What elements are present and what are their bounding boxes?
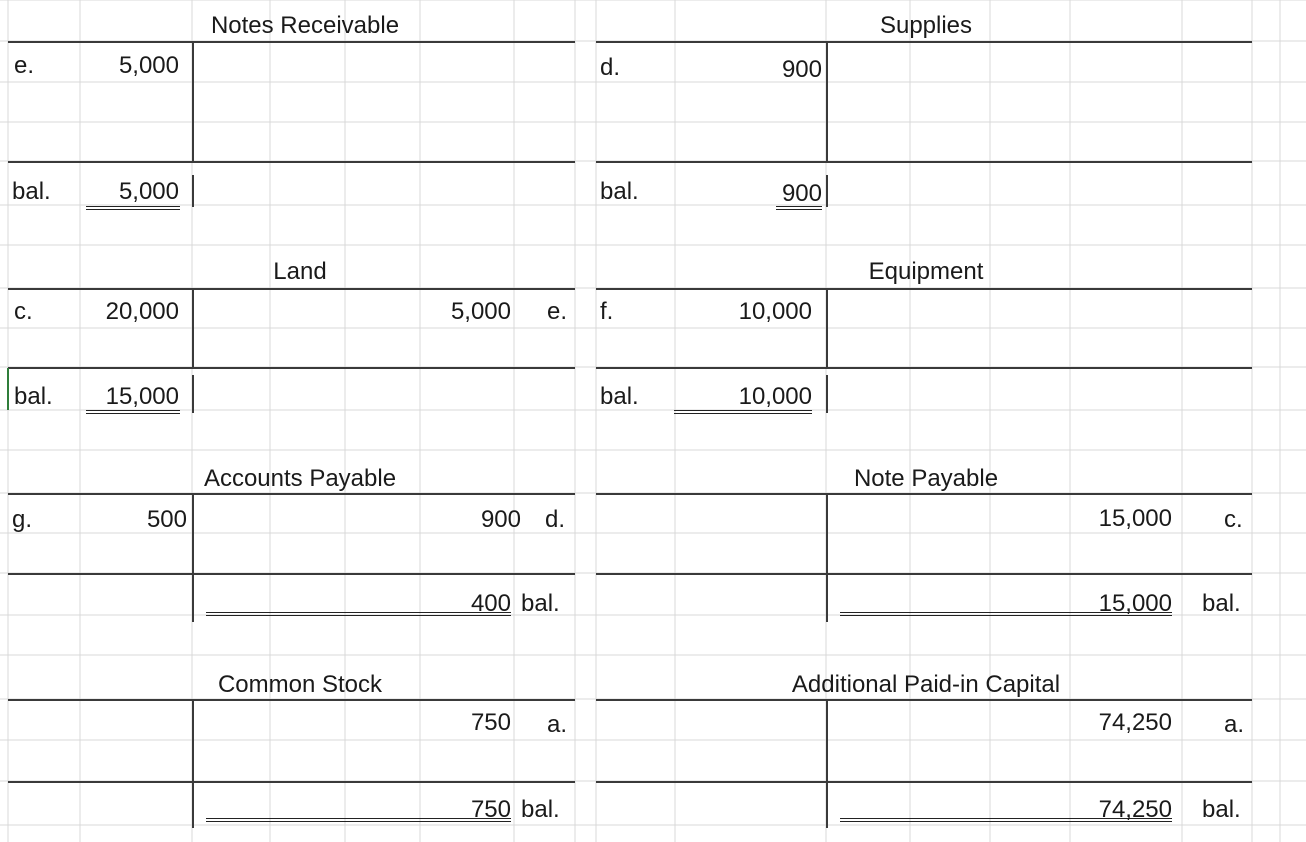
balance-rule	[8, 367, 575, 369]
balance-rule	[8, 781, 575, 783]
balance-amount: 5,000	[118, 178, 179, 205]
credit-ref: e.	[547, 298, 568, 325]
t-divider	[826, 289, 828, 368]
credit-ref: c.	[1224, 506, 1243, 533]
debit-amount: 500	[146, 506, 187, 533]
balance-amount: 900	[781, 180, 822, 207]
debit-amount: 900	[781, 56, 822, 83]
balance-divider	[826, 782, 828, 828]
t-top-rule	[8, 41, 575, 43]
account-title: Additional Paid-in Capital	[791, 671, 1061, 698]
account-title: Equipment	[868, 258, 984, 285]
account-title: Common Stock	[217, 671, 383, 698]
t-divider	[192, 700, 194, 782]
debit-ref: g.	[12, 506, 33, 533]
balance-label: bal.	[521, 796, 560, 823]
balance-divider	[826, 574, 828, 622]
double-underline	[776, 209, 822, 210]
balance-label: bal.	[14, 383, 53, 410]
balance-amount: 15,000	[1098, 590, 1172, 617]
t-top-rule	[596, 288, 1252, 290]
debit-amount: 5,000	[118, 52, 179, 79]
t-top-rule	[596, 493, 1252, 495]
account-title: Land	[273, 258, 327, 285]
account-title: Accounts Payable	[203, 465, 397, 492]
balance-divider	[192, 175, 194, 207]
account-title: Notes Receivable	[210, 12, 400, 39]
account-title: Supplies	[879, 12, 973, 39]
t-top-rule	[596, 699, 1252, 701]
credit-amount: 74,250	[1098, 709, 1172, 736]
balance-rule	[596, 573, 1252, 575]
debit-ref: c.	[14, 298, 33, 325]
balance-amount: 10,000	[738, 383, 812, 410]
double-underline	[86, 413, 180, 414]
balance-divider	[192, 782, 194, 828]
t-divider	[826, 700, 828, 782]
credit-ref: a.	[547, 711, 568, 738]
balance-label: bal.	[1202, 590, 1241, 617]
cell-selection-marker	[7, 368, 9, 410]
balance-amount: 400	[470, 590, 511, 617]
balance-label: bal.	[600, 178, 639, 205]
debit-ref: f.	[600, 298, 614, 325]
balance-divider	[192, 375, 194, 413]
t-divider	[192, 42, 194, 162]
t-top-rule	[8, 288, 575, 290]
double-underline	[86, 209, 180, 210]
balance-amount: 74,250	[1098, 796, 1172, 823]
balance-label: bal.	[600, 383, 639, 410]
balance-divider	[192, 574, 194, 622]
t-divider	[826, 42, 828, 162]
balance-label: bal.	[521, 590, 560, 617]
t-divider	[192, 494, 194, 574]
credit-ref: a.	[1224, 711, 1245, 738]
debit-ref: d.	[600, 54, 621, 81]
debit-ref: e.	[14, 52, 35, 79]
balance-divider	[826, 375, 828, 413]
credit-amount: 750	[470, 709, 511, 736]
credit-amount: 5,000	[450, 298, 511, 325]
balance-amount: 15,000	[105, 383, 179, 410]
t-top-rule	[8, 493, 575, 495]
balance-divider	[826, 175, 828, 207]
debit-amount: 20,000	[105, 298, 179, 325]
credit-ref: d.	[545, 506, 566, 533]
debit-amount: 10,000	[738, 298, 812, 325]
t-top-rule	[8, 699, 575, 701]
t-divider	[826, 494, 828, 574]
balance-rule	[596, 781, 1252, 783]
credit-amount: 15,000	[1098, 505, 1172, 532]
t-divider	[192, 289, 194, 368]
balance-rule	[596, 161, 1252, 163]
account-title: Note Payable	[853, 465, 999, 492]
balance-rule	[8, 573, 575, 575]
balance-label: bal.	[1202, 796, 1241, 823]
balance-label: bal.	[12, 178, 51, 205]
credit-amount: 900	[480, 506, 521, 533]
balance-rule	[596, 367, 1252, 369]
balance-amount: 750	[470, 796, 511, 823]
t-top-rule	[596, 41, 1252, 43]
double-underline	[86, 206, 180, 207]
double-underline	[674, 413, 812, 414]
balance-rule	[8, 161, 575, 163]
